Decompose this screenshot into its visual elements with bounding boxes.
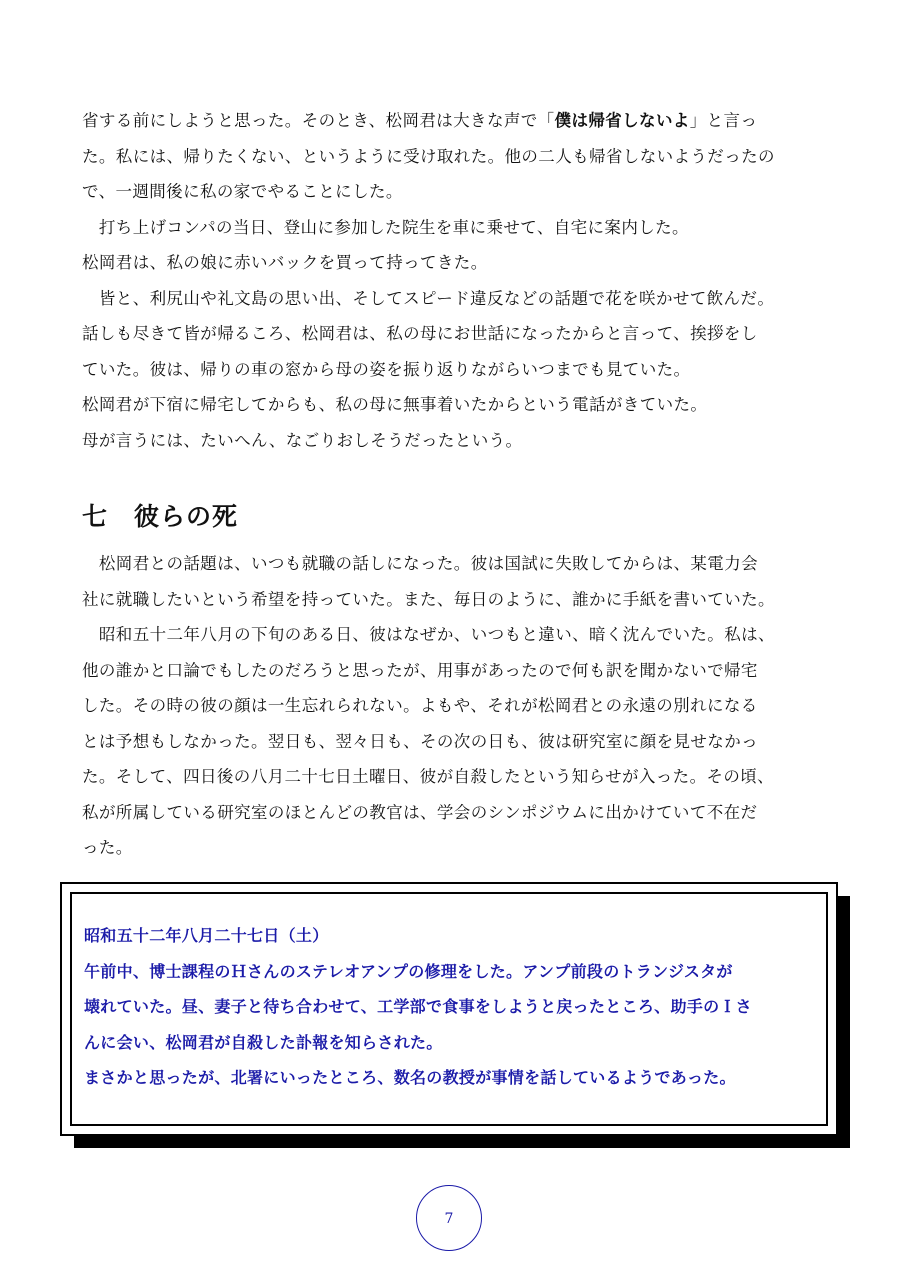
- diary-text: [84, 918, 824, 1096]
- text-line: 母が言うには、たいへん、なごりおしそうだったという。: [82, 430, 523, 450]
- text-line: った。: [82, 838, 133, 857]
- section-body: [82, 546, 822, 866]
- text-line: 私が所属している研究室のほとんどの教官は、学会のシンポジウムに出かけていて不在だ: [82, 802, 758, 822]
- top-paragraphs: [82, 103, 822, 458]
- text-line: 松岡君は、私の娘に赤いバックを買って持ってきた。: [82, 253, 488, 272]
- text-line: した。その時の彼の顔は一生忘れられない。よもや、それが松岡君との永遠の別れになる: [82, 696, 758, 715]
- page-number: 7: [416, 1185, 482, 1251]
- text-line: 省する前にしようと思った。そのとき、松岡君は大きな声で「僕は帰省しないよ」と言っ: [82, 111, 758, 130]
- diary-line: 壊れていた。昼、妻子と待ち合わせて、工学部で食事をしようと戻ったところ、助手のＩさ: [84, 997, 752, 1016]
- text-line: とは予想もしなかった。翌日も、翌々日も、その次の日も、彼は研究室に顔を見せなかっ: [82, 731, 758, 751]
- diary-date: 昭和五十二年八月二十七日（土）: [84, 926, 329, 945]
- diary-box: [60, 882, 838, 1136]
- text-line: 皆と、利尻山や礼文島の思い出、そしてスピード違反などの話題で花を咲かせて飲んだ。: [82, 288, 775, 308]
- text-line: 松岡君との話題は、いつも就職の話しになった。彼は国試に失敗してからは、某電力会: [82, 554, 758, 573]
- text-line: た。私には、帰りたくない、というように受け取れた。他の二人も帰省しないようだったの: [82, 146, 775, 166]
- diary-box-inner-border: [70, 892, 828, 1126]
- text-line: 松岡君が下宿に帰宅してからも、私の母に無事着いたからという電話がきていた。: [82, 395, 708, 414]
- text-line: 昭和五十二年八月の下旬のある日、彼はなぜか、いつもと違い、暗く沈んでいた。私は、: [82, 625, 775, 644]
- text-line: 話しも尽きて皆が帰るころ、松岡君は、私の母にお世話になったからと言って、挨拶をし: [82, 324, 758, 343]
- quoted-speech: 僕は帰省しないよ: [554, 111, 690, 130]
- text-line: 他の誰かと口論でもしたのだろうと思ったが、用事があったので何も訳を聞かないで帰宅: [82, 660, 758, 680]
- text-line: ていた。彼は、帰りの車の窓から母の姿を振り返りながらいつまでも見ていた。: [82, 359, 691, 379]
- diary-line: んに会い、松岡君が自殺した訃報を知らされた。: [84, 1032, 443, 1052]
- diary-line: 午前中、博士課程のＨさんのステレオアンプの修理をした。アンプ前段のトランジスタが: [84, 961, 733, 981]
- text-line: 打ち上げコンパの当日、登山に参加した院生を車に乗せて、自宅に案内した。: [82, 217, 689, 237]
- text-line: た。そして、四日後の八月二十七日土曜日、彼が自殺したという知らせが入った。その頃、: [82, 767, 775, 786]
- text-line: で、一週間後に私の家でやることにした。: [82, 182, 403, 201]
- text-line: 社に就職したいという希望を持っていた。また、毎日のように、誰かに手紙を書いていた。: [82, 589, 775, 609]
- diary-line: まさかと思ったが、北署にいったところ、数名の教授が事情を話しているようであった。: [84, 1068, 736, 1087]
- section-heading: 七 彼らの死: [82, 502, 239, 531]
